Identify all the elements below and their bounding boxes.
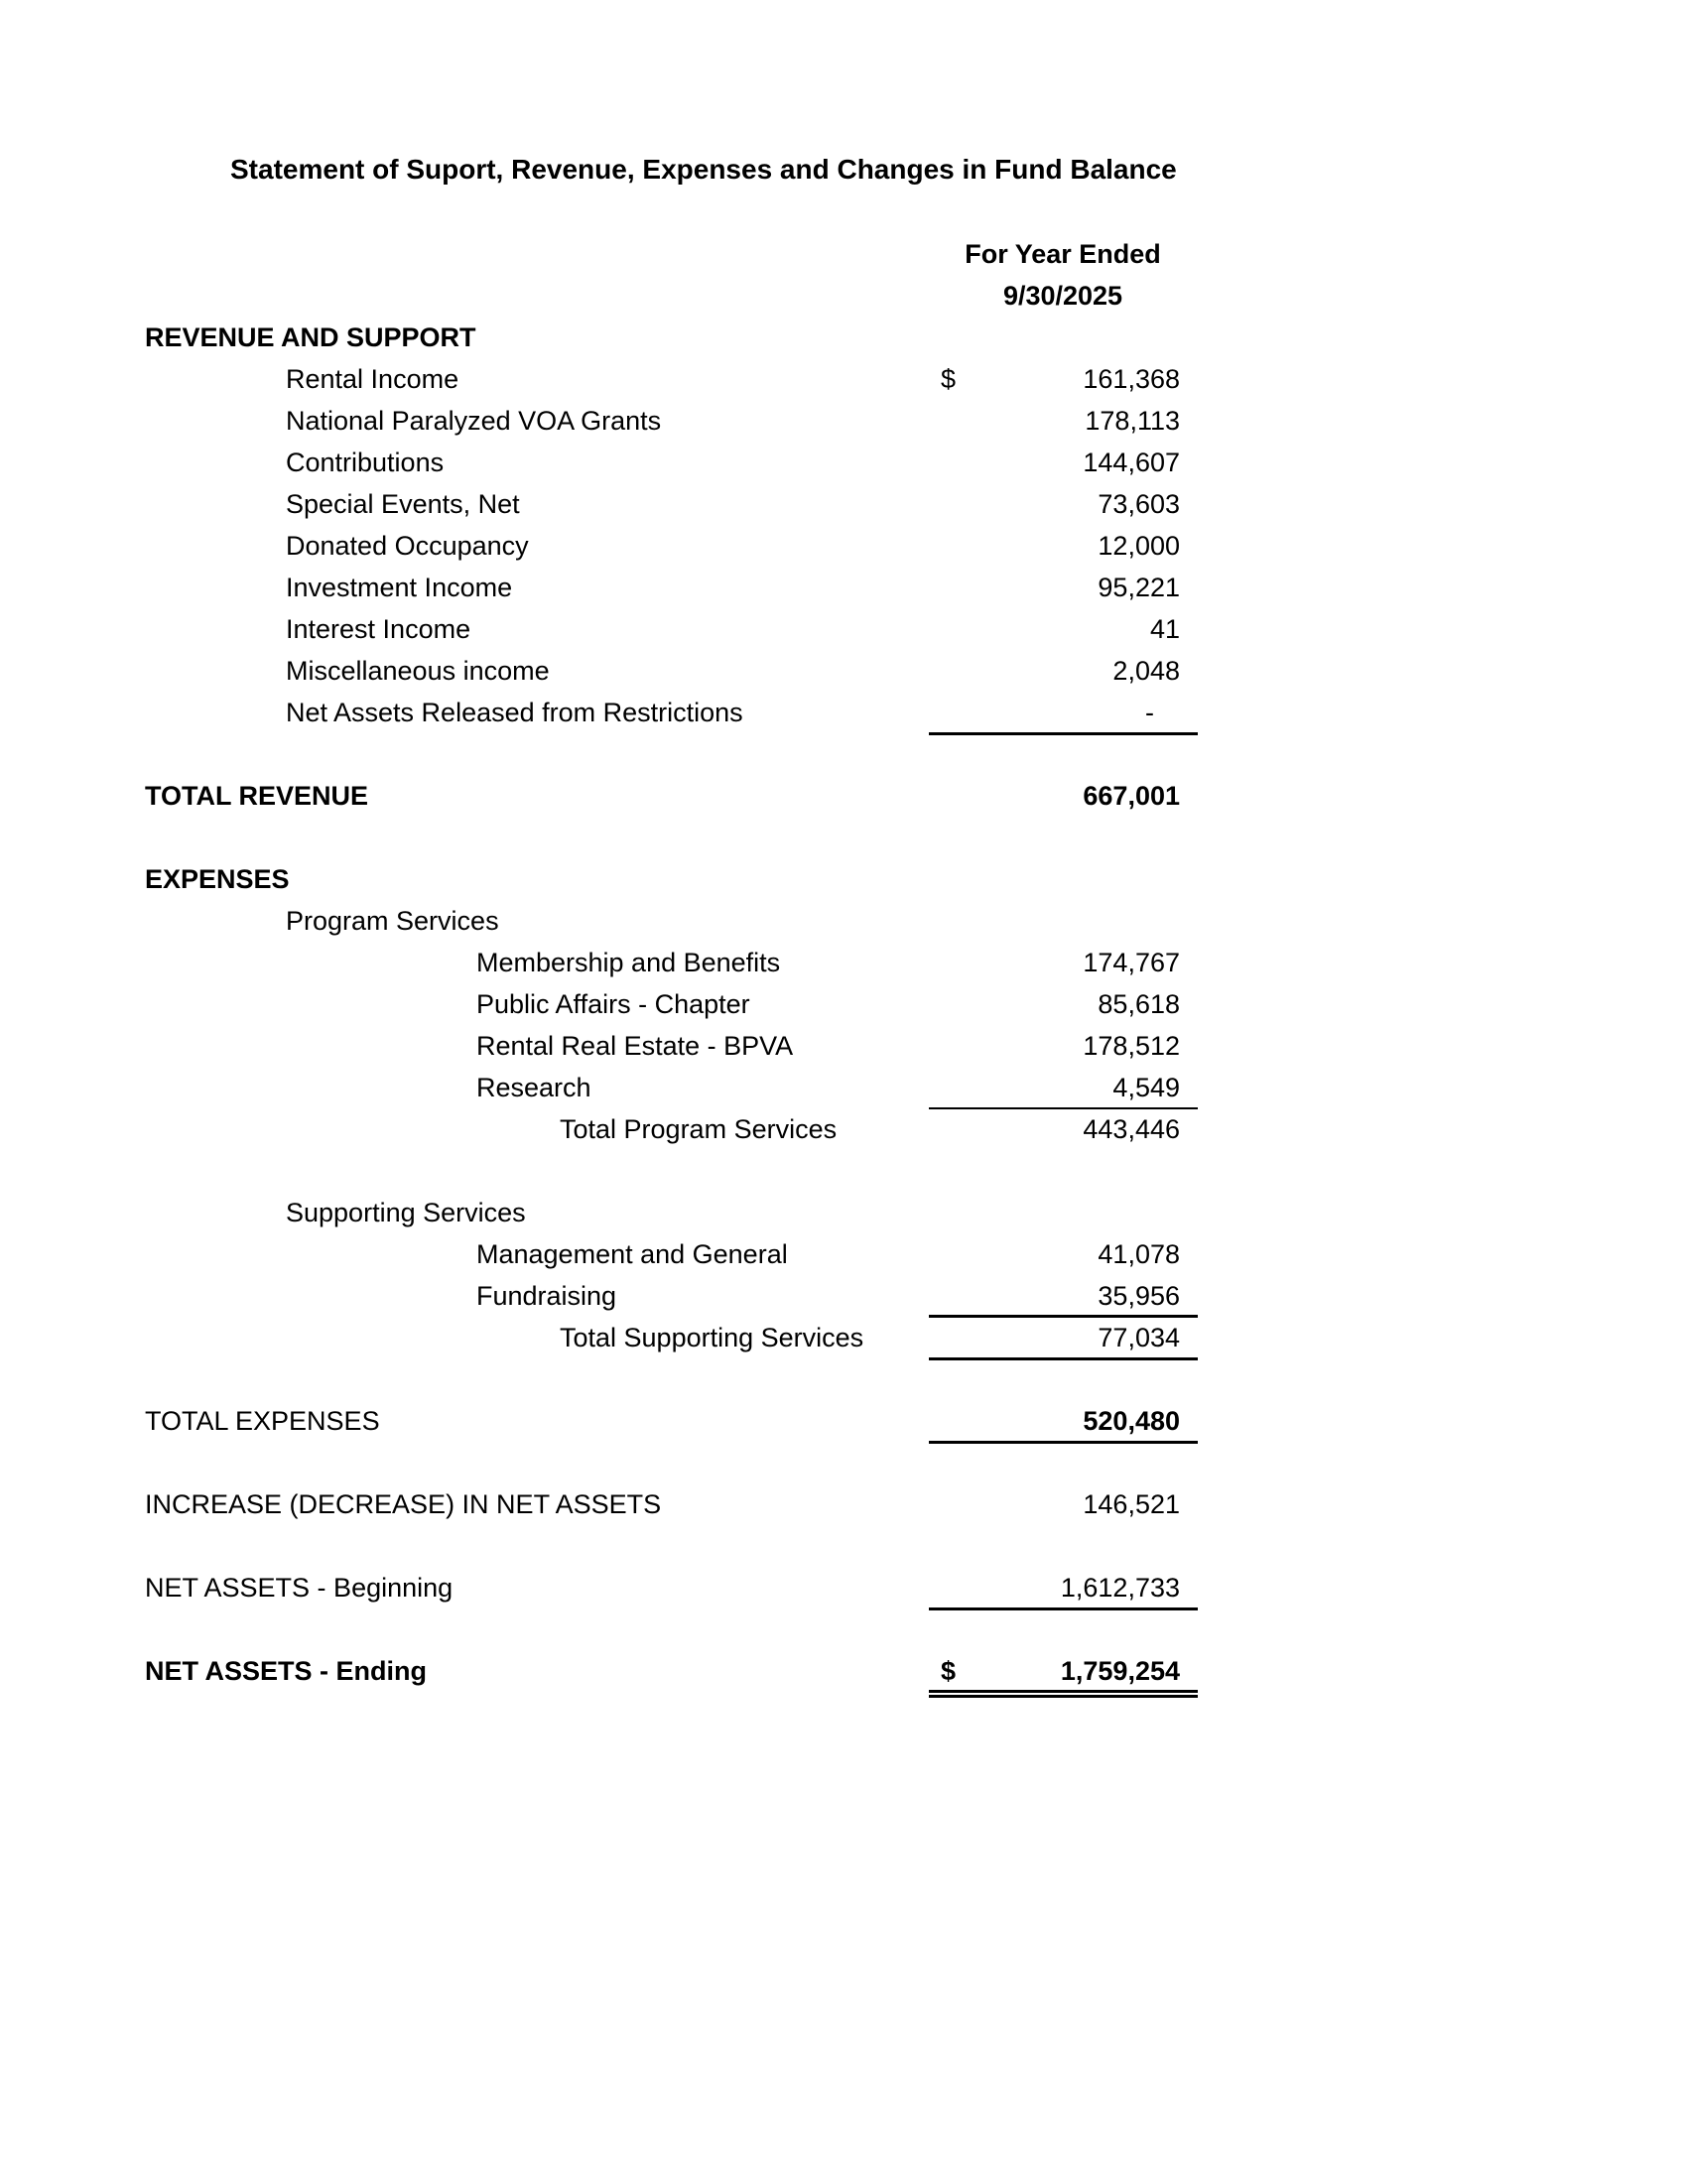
revenue-item-value: 161,368 <box>1083 364 1180 394</box>
net-assets-beginning-rule <box>929 1607 1198 1610</box>
revenue-heading: REVENUE AND SUPPORT <box>145 322 476 352</box>
revenue-item-label: Miscellaneous income <box>286 656 550 686</box>
supporting-subtotal-rule <box>929 1315 1198 1318</box>
supporting-item-value: 41,078 <box>1098 1239 1180 1269</box>
statement-title: Statement of Suport, Revenue, Expenses and Changes in Fund Balance <box>230 154 1177 185</box>
program-item-value: 178,512 <box>1083 1031 1180 1061</box>
currency-symbol: $ <box>941 364 957 394</box>
revenue-item-value: 12,000 <box>1098 531 1180 561</box>
total-program-services-value: 443,446 <box>1083 1114 1180 1144</box>
revenue-item-value: - <box>1145 698 1154 727</box>
total-supporting-services-label: Total Supporting Services <box>560 1323 864 1352</box>
total-revenue-value: 667,001 <box>1083 781 1180 811</box>
total-program-services-label: Total Program Services <box>560 1114 838 1144</box>
column-header-line1: For Year Ended <box>965 239 1161 269</box>
net-assets-ending-double-rule <box>929 1690 1198 1698</box>
revenue-subtotal-rule <box>929 732 1198 735</box>
change-in-net-assets-label: INCREASE (DECREASE) IN NET ASSETS <box>145 1489 662 1519</box>
column-header-line2: 9/30/2025 <box>1002 281 1123 311</box>
revenue-item-label: Contributions <box>286 448 445 477</box>
currency-symbol: $ <box>941 1656 957 1686</box>
revenue-item-value: 95,221 <box>1098 573 1180 602</box>
program-item-label: Research <box>476 1073 591 1102</box>
program-item-value: 85,618 <box>1098 989 1180 1019</box>
revenue-item-label: Interest Income <box>286 614 471 644</box>
revenue-item-label: Donated Occupancy <box>286 531 529 561</box>
revenue-item-value: 178,113 <box>1085 406 1180 436</box>
revenue-item-label: Investment Income <box>286 573 513 602</box>
revenue-item-value: 144,607 <box>1083 448 1180 477</box>
revenue-item-value: 2,048 <box>1112 656 1180 686</box>
revenue-item-label: Special Events, Net <box>286 489 520 519</box>
program-services-heading: Program Services <box>286 906 499 936</box>
supporting-item-label: Management and General <box>476 1239 788 1269</box>
program-item-label: Public Affairs - Chapter <box>476 989 750 1019</box>
supporting-services-heading: Supporting Services <box>286 1198 526 1227</box>
net-assets-ending-label: NET ASSETS - Ending <box>145 1656 428 1686</box>
program-item-value: 4,549 <box>1112 1073 1180 1102</box>
revenue-item-value: 73,603 <box>1098 489 1180 519</box>
net-assets-ending-value: 1,759,254 <box>1060 1656 1180 1686</box>
total-expenses-value: 520,480 <box>1083 1406 1180 1436</box>
total-supporting-services-value: 77,034 <box>1098 1323 1180 1352</box>
revenue-item-label: National Paralyzed VOA Grants <box>286 406 662 436</box>
supporting-item-value: 35,956 <box>1098 1281 1180 1311</box>
supporting-item-label: Fundraising <box>476 1281 617 1311</box>
revenue-item-label: Net Assets Released from Restrictions <box>286 698 743 727</box>
net-assets-beginning-value: 1,612,733 <box>1060 1573 1180 1603</box>
program-item-value: 174,767 <box>1083 948 1180 977</box>
revenue-item-value: 41 <box>1149 614 1180 644</box>
total-revenue-label: TOTAL REVENUE <box>145 781 369 811</box>
total-expenses-label: TOTAL EXPENSES <box>145 1406 380 1436</box>
expenses-heading: EXPENSES <box>145 864 290 894</box>
program-item-label: Membership and Benefits <box>476 948 781 977</box>
revenue-item-label: Rental Income <box>286 364 459 394</box>
program-subtotal-rule <box>929 1107 1198 1109</box>
supporting-total-rule <box>929 1357 1198 1360</box>
net-assets-beginning-label: NET ASSETS - Beginning <box>145 1573 454 1603</box>
total-expenses-rule <box>929 1441 1198 1444</box>
change-in-net-assets-value: 146,521 <box>1083 1489 1180 1519</box>
program-item-label: Rental Real Estate - BPVA <box>476 1031 794 1061</box>
